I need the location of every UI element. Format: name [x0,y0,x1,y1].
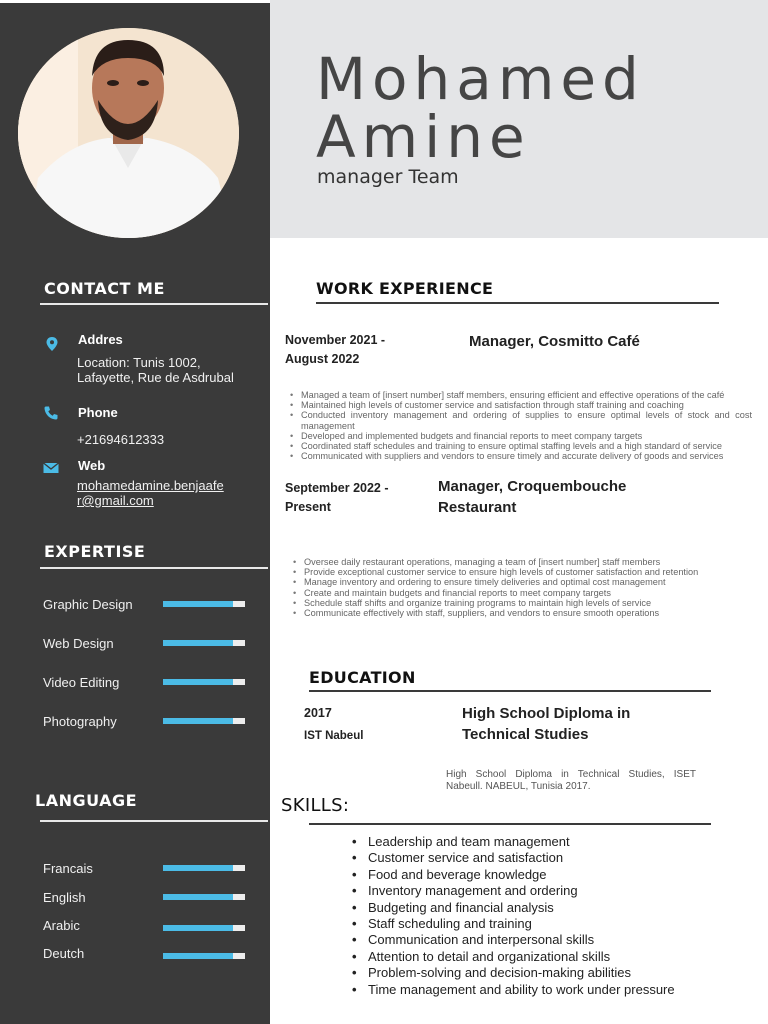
skill-item: • Time management and ability to work under pressure [352,982,712,998]
job-title [469,331,640,352]
language-label: English [43,890,86,905]
language-bar-fill [163,865,233,871]
contact-heading: CONTACT ME [44,279,165,298]
expertise-bar [163,640,245,646]
job-title-line: Manager, Croquembouche [438,478,627,495]
expertise-label: Graphic Design [43,597,133,612]
skills-divider [309,823,711,825]
language-bar-fill [163,925,233,931]
job-date-end: Present [285,500,331,514]
expertise-bar-fill [163,718,233,724]
language-bar-fill [163,894,233,900]
skills-list [352,834,712,998]
language-label: Arabic [43,918,80,933]
job-duty: • Communicated with suppliers and vendors to ensure timely and accurate delivery of goods and services [286,451,752,461]
skill-item: • Food and beverage knowledge [352,867,712,883]
expertise-label: Photography [43,714,117,729]
job-title-line: Restaurant [438,499,517,516]
envelope-icon [43,460,59,476]
contact-divider [40,303,268,305]
job-duty: • Create and maintain budgets and financial reports to meet company targets [289,588,752,598]
job-date-start: November 2021 - [285,333,386,347]
language-label: Deutch [43,946,85,961]
expertise-divider [40,567,268,569]
job-title [438,476,626,518]
expertise-bar [163,601,245,607]
expertise-bar-fill [163,601,233,607]
job-date-start: September 2022 - [285,481,389,495]
education-heading: EDUCATION [309,668,416,687]
phone-value: +21694612333 [77,432,165,447]
skill-item: • Budgeting and financial analysis [352,900,712,916]
location-pin-icon [44,336,60,352]
job-duty: • Conducted inventory management and ordering of supplies to ensure optimal levels of stock and cost management [286,410,752,430]
skill-item: • Customer service and satisfaction [352,850,712,866]
education-description: High School Diploma in Technical Studies, ISET Nabeull. NABEUL, Tunisia 2017. [446,769,696,792]
skill-item: • Problem-solving and decision-making abilities [352,965,712,981]
skill-item: • Attention to detail and organizational skills [352,949,712,965]
expertise-label: Video Editing [43,675,120,690]
skill-item: • Staff scheduling and training [352,916,712,932]
job-duties-list [289,557,752,618]
job-date [285,331,385,369]
education-divider [309,690,711,692]
job-duty: • Developed and implemented budgets and financial reports to meet company targets [286,431,752,441]
profile-photo [18,28,239,238]
job-duties-list [286,390,752,461]
job-duty: • Managed a team of [insert number] staff members, ensuring efficient and effective operations of the café [286,390,752,400]
language-bar [163,925,245,931]
skill-item: • Communication and interpersonal skills [352,932,712,948]
job-duty: • Maintained high levels of customer service and satisfaction through staff training and coaching [286,400,752,410]
job-duty: • Communicate effectively with staff, suppliers, and vendors to ensure smooth operations [289,608,752,618]
job-role: manager Team [317,166,459,188]
expertise-label: Web Design [43,636,114,651]
language-bar [163,953,245,959]
language-bar [163,894,245,900]
phone-label: Phone [78,405,118,420]
job-duty: • Coordinated staff schedules and training to ensure optimal staffing levels and a high standard of service [286,441,752,451]
first-name: Mohamed [316,45,645,113]
education-year: 2017 [304,706,332,720]
expertise-bar-fill [163,640,233,646]
job-duty: • Manage inventory and ordering to ensure timely deliveries and optimal cost management [289,577,752,587]
language-bar [163,865,245,871]
web-email-line2: r@gmail.com [77,493,154,508]
address-label: Addres [78,332,123,347]
web-label: Web [78,458,106,473]
expertise-bar [163,718,245,724]
language-divider [40,820,268,822]
work-experience-heading: WORK EXPERIENCE [316,279,494,298]
work-experience-divider [316,302,719,304]
expertise-bar-fill [163,679,233,685]
web-email-line1: mohamedamine.benjaafe [77,478,224,493]
job-duty: • Provide exceptional customer service to ensure high levels of customer satisfaction and retention [289,567,752,577]
job-duty: • Schedule staff shifts and organize training programs to maintain high levels of service [289,598,752,608]
web-email-link[interactable] [77,478,247,508]
language-bar-fill [163,953,233,959]
skills-heading: SKILLS: [281,795,350,816]
job-date [285,479,389,517]
phone-icon [43,405,59,421]
portrait-illustration [18,28,239,238]
job-date-end: August 2022 [285,352,360,366]
language-heading: LANGUAGE [35,791,138,810]
full-name [316,45,645,171]
degree-title-line: High School Diploma in [462,705,631,722]
expertise-heading: EXPERTISE [44,542,146,561]
address-value: Location: Tunis 1002, Lafayette, Rue de Asdrubal [77,355,234,385]
expertise-bar [163,679,245,685]
job-duty: • Oversee daily restaurant operations, managing a team of [insert number] staff members [289,557,752,567]
degree-title [462,703,630,745]
last-name: Amine [316,103,531,171]
degree-title-line: Technical Studies [462,726,589,743]
job-title-line: Manager, Cosmitto Café [469,333,640,350]
education-school: IST Nabeul [304,730,364,742]
skill-item: • Inventory management and ordering [352,883,712,899]
language-label: Francais [43,861,93,876]
skill-item: • Leadership and team management [352,834,712,850]
